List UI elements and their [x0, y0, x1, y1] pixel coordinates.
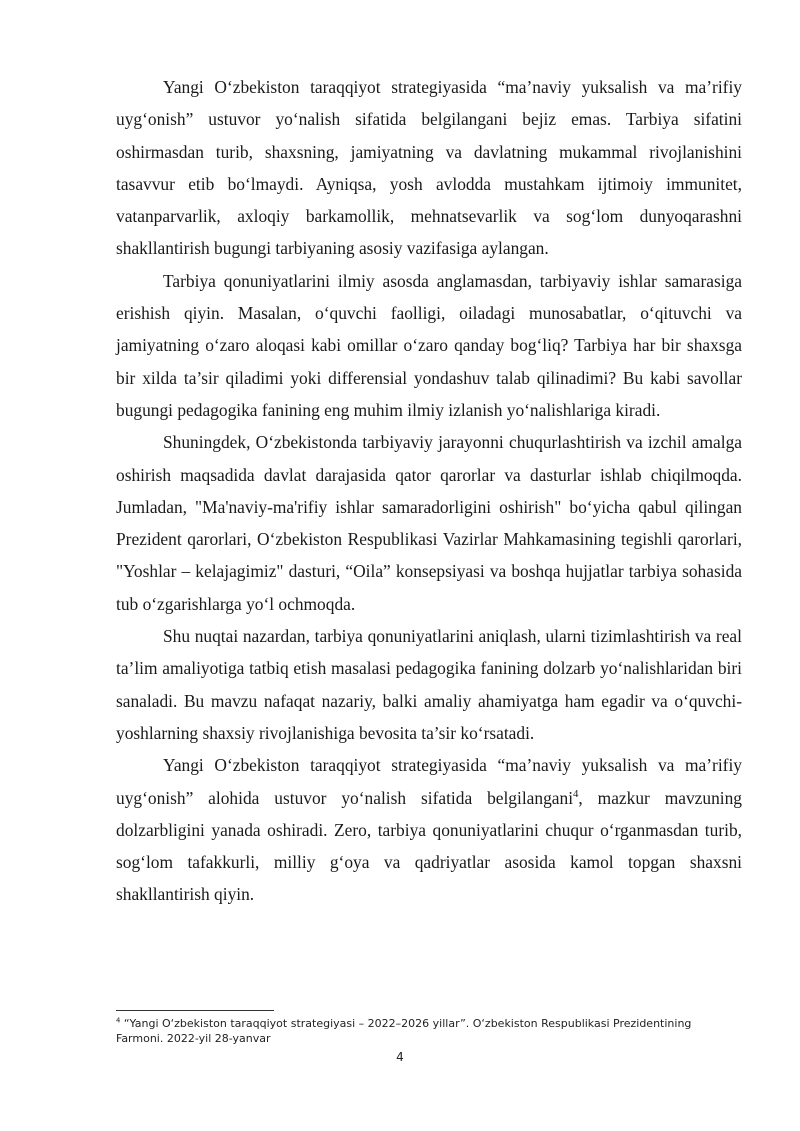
- paragraph-5-text-before-ref: Yangi O‘zbekiston taraqqiyot strategiyasida “ma’naviy yuksalish va ma’rifiy uyg‘onish” alohida ustuvor yo‘nalish sifatida belgilangani: [116, 755, 742, 808]
- paragraph-2: Tarbiya qonuniyatlarini ilmiy asosda anglamasdan, tarbiyaviy ishlar samarasiga erishish qiyin. Masalan, o‘quvchi faolligi, oiladagi munosabatlar, o‘qituvchi va jamiyatning o‘zaro aloqasi kabi omillar o‘zaro qanday bog‘liq? Tarbiya har bir shaxsga bir xilda ta’sir qiladimi yoki differensial yondashuv talab qilinadimi? Bu kabi savollar bugungi pedagogika fanining eng muhim ilmiy izlanish yo‘nalishlariga kiradi.: [116, 270, 742, 420]
- paragraph-5: [116, 749, 742, 910]
- paragraph-1: Yangi O‘zbekiston taraqqiyot strategiyasida “ma’naviy yuksalish va ma’rifiy uyg‘onish” ustuvor yo‘nalish sifatida belgilangani bejiz emas. Tarbiya sifatini oshirmasdan turib, shaxsning, jamiyatning va davlatning mukammal rivojlanishini tasavvur etib bo‘lmaydi. Ayniqsa, yosh avlodda mustahkam ijtimoiy immunitet, vatanparvarlik, axloqiy barkamollik, mehnatsevarlik va sog‘lom dunyoqarashni shakllantirish bugungi tarbiyaning asosiy vazifasiga aylangan.: [116, 77, 742, 259]
- body-text: [116, 71, 742, 911]
- footnote-reference-mark[interactable]: 4: [573, 787, 579, 800]
- footnote-separator: [116, 1010, 274, 1011]
- footnote: [116, 1016, 742, 1046]
- paragraph-4: Shu nuqtai nazardan, tarbiya qonuniyatlarini aniqlash, ularni tizimlashtirish va real ta’lim amaliyotiga tatbiq etish masalasi pedagogika fanining dolzarb yo‘nalishlaridan biri sanaladi. Bu mavzu nafaqat nazariy, balki amaliy ahamiyatga ham egadir va o‘quvchi-yoshlarning shaxsiy rivojlanishiga bevosita ta’sir ko‘rsatadi.: [116, 626, 742, 743]
- footnote-text: “Yangi O‘zbekiston taraqqiyot strategiyasi – 2022–2026 yillar”. O‘zbekiston Respublikasi Prezidentining Farmoni. 2022-yil 28-yanvar: [116, 1017, 692, 1045]
- page-number: 4: [396, 1050, 404, 1064]
- paragraph-5-text-after-ref: , mazkur mavzuning dolzarbligini yanada oshiradi. Zero, tarbiya qonuniyatlarini chuqur o‘rganmasdan turib, sog‘lom tafakkurli, milliy g‘oya va qadriyatlar asosida kamol topgan shaxsni shakllantirish qiyin.: [116, 787, 742, 905]
- footnote-mark: 4: [116, 1016, 121, 1025]
- paragraph-3: Shuningdek, O‘zbekistonda tarbiyaviy jarayonni chuqurlashtirish va izchil amalga oshirish maqsadida davlat darajasida qator qarorlar va dasturlar ishlab chiqilmoqda. Jumladan, "Ma'naviy-ma'rifiy ishlar samaradorligini oshirish" bo‘yicha qabul qilingan Prezident qarorlari, O‘zbekiston Respublikasi Vazirlar Mahkamasining tegishli qarorlari, "Yoshlar – kelajagimiz" dasturi, “Oila” konsepsiyasi va boshqa hujjatlar tarbiya sohasida tub o‘zgarishlarga yo‘l ochmoqda.: [116, 432, 742, 614]
